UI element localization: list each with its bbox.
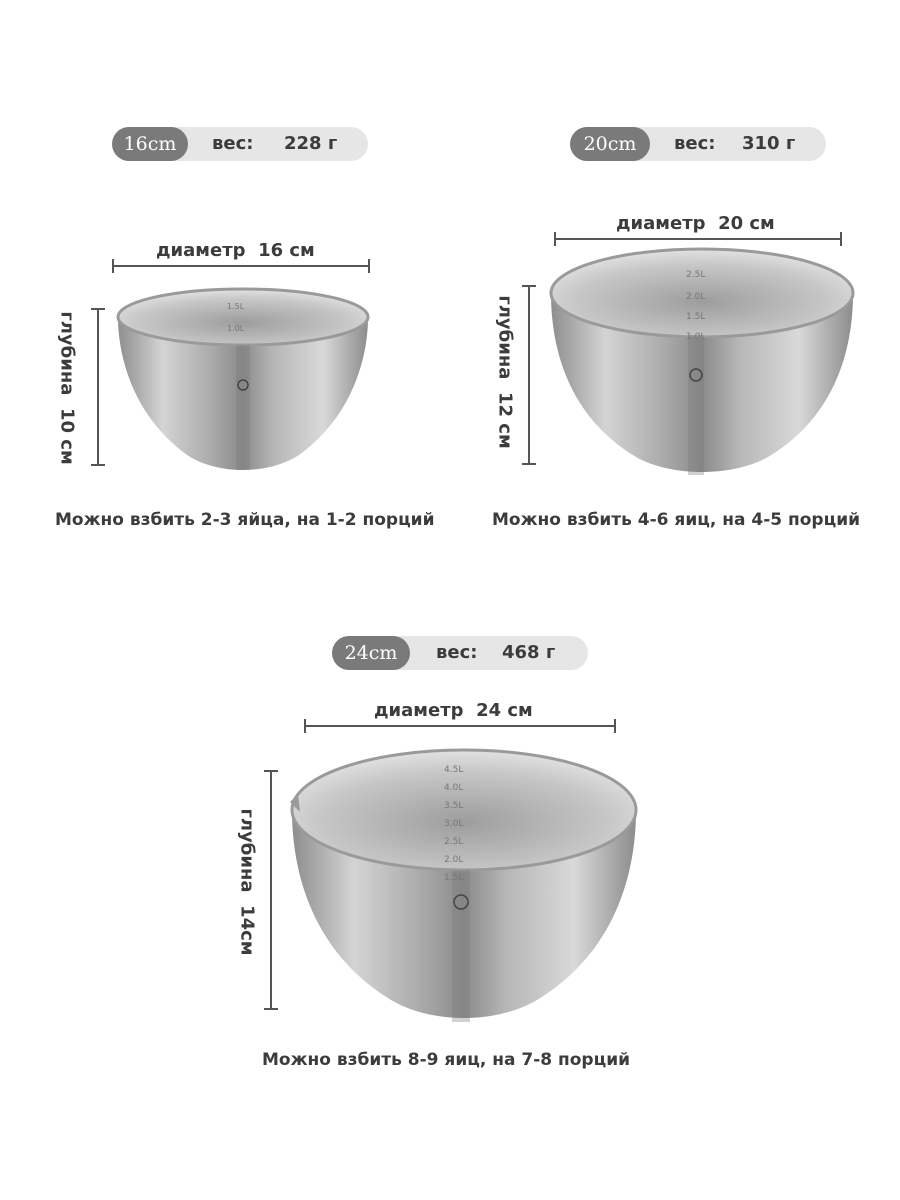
scale-mark: 1.5L [444,873,464,883]
size-label: 20cm [570,127,650,161]
bowl-24-image [286,742,642,1034]
size-badge-24 [332,636,588,670]
scale-mark: 3.0L [444,819,464,829]
diameter-line [304,725,616,727]
depth-label: глубина 12 см [494,295,516,449]
diameter-line [112,265,370,267]
size-badge-20 [570,127,826,161]
diameter-label: диаметр 24 см [374,700,533,721]
caption-24: Можно взбить 8-9 яиц, на 7-8 порций [262,1050,631,1070]
bowl-20-image [546,245,858,487]
weight-label: вес: [674,133,716,154]
depth-line [528,285,530,465]
size-label: 16cm [112,127,188,161]
depth-line [270,770,272,1010]
diameter-label: диаметр 16 см [156,240,315,261]
scale-mark: 3.5L [444,801,464,811]
scale-mark: 4.5L [444,765,464,775]
scale-mark: 2.5L [686,270,706,280]
scale-mark: 1.0L [227,324,245,333]
scale-mark: 1.5L [227,302,245,311]
caption-16: Можно взбить 2-3 яйца, на 1-2 порций [55,510,435,530]
size-label: 24cm [332,636,410,670]
depth-label: глубина 10 см [56,311,78,465]
diameter-line [554,238,842,240]
weight-value: 310 г [742,133,796,154]
size-badge-16 [112,127,368,161]
bowl-16-image [112,285,374,485]
scale-mark: 1.5L [686,312,706,322]
weight-value: 228 г [284,133,338,154]
scale-mark: 2.0L [444,855,464,865]
scale-mark: 4.0L [444,783,464,793]
depth-line [97,308,99,466]
caption-20: Можно взбить 4-6 яиц, на 4-5 порций [492,510,861,530]
scale-mark: 2.5L [444,837,464,847]
weight-label: вес: [212,133,254,154]
scale-mark: 2.0L [686,292,706,302]
diameter-label: диаметр 20 см [616,213,775,234]
weight-value: 468 г [502,642,556,663]
scale-mark: 1.0L [686,332,706,342]
depth-label: глубина 14см [236,808,258,956]
weight-label: вес: [436,642,478,663]
